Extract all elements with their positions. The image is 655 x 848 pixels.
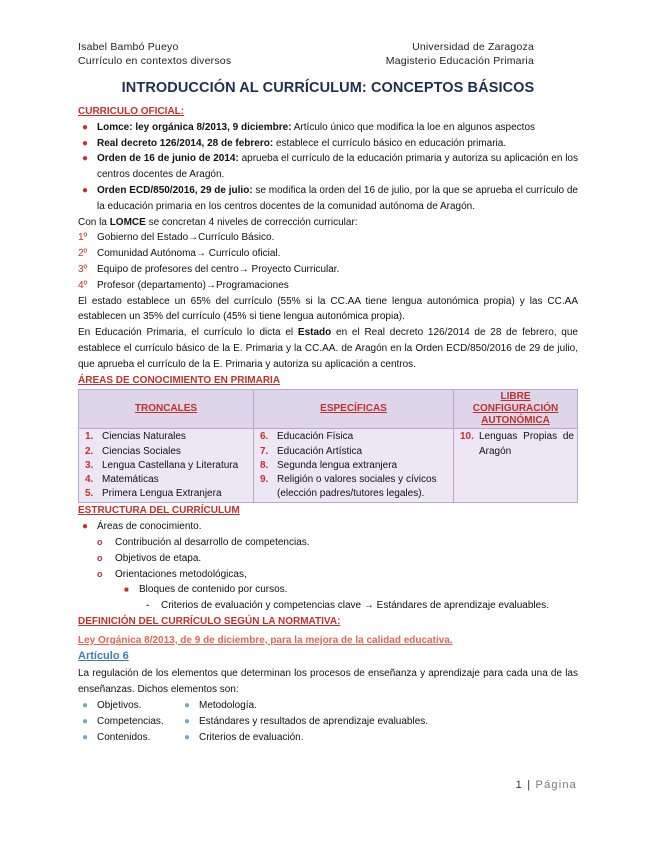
bullet-icon: ● [82, 699, 89, 711]
level-item: 1º Gobierno del Estado→Currículo Básico. [78, 232, 275, 244]
bullet-icon: ● [82, 521, 89, 533]
bullet-icon: ● [82, 153, 89, 165]
level-item: 4º Profesor (departamento)→Programaciones [78, 279, 289, 291]
list-item: ● Contenidos. [78, 730, 180, 746]
university-name: Universidad de Zaragoza [412, 41, 534, 53]
structure-level1: ● Áreas de conocimiento. [78, 519, 578, 535]
list-item: ● Criterios de evaluación. [180, 730, 578, 746]
document-body [78, 104, 578, 745]
column-header-libre: LIBRE CONFIGURACIÓN AUTONÓMICA [454, 390, 578, 429]
bullet-icon: ● [82, 715, 89, 727]
section-heading-definicion: DEFINICIÓN DEL CURRÍCULO SEGÚN LA NORMATIVA: [78, 615, 341, 627]
percentage-paragraph: El estado establece un 65% del currículo (55% si la CC.AA tiene lengua autonómica propia) y las CC.AA establecen un 35% del currículo (45% si tiene lengua autonómica propia). [78, 295, 578, 323]
table-item: 1. Ciencias Naturales [85, 431, 186, 443]
table-item: 2. Ciencias Sociales [85, 445, 181, 457]
bullet-icon: ● [184, 715, 191, 727]
page-number: 1 [515, 779, 523, 791]
law-reference-link: Ley Orgánica 8/2013, de 9 de diciembre, para la mejora de la calidad educativa. [78, 634, 453, 646]
table-item: 9. Religión o valores sociales y cívicos (elección padres/tutores legales). [260, 473, 437, 500]
section-heading-areas: ÁREAS DE CONOCIMIENTO EN PRIMARIA [78, 374, 281, 386]
level-item: 2º Comunidad Autónoma→ Currículo oficial. [78, 248, 281, 260]
table-item: 6. Educación Física [260, 431, 354, 443]
list-item: ● Metodología. [180, 698, 578, 714]
column-header-especificas: ESPECÍFICAS [254, 390, 454, 429]
regulation-paragraph: La regulación de los elementos que determinan los procesos de enseñanza y aprendizaje para cada una de las enseñanzas. Dichos elementos son: [78, 668, 578, 696]
structure-level2: o Objetivos de etapa. [78, 551, 578, 567]
list-item: ● Orden ECD/850/2016, 29 de julio: se modifica la orden del 16 de julio, por la que se aprueba el currículo de la educación primaria en los centros docentes de la comunidad autónoma de Aragón. [82, 184, 578, 212]
section-heading-estructura: ESTRUCTURA DEL CURRÍCULUM [78, 505, 240, 517]
structure-level4: - Criterios de evaluación y competencias clave → Estándares de aprendizaje evaluables. [78, 598, 578, 614]
primaria-paragraph: En Educación Primaria, el currículo lo dicta el Estado en el Real decreto 126/2014 de 28 de febrero, que establece el currículo básico de la E. Primaria y la CC.AA. de Aragón en la Orden ECD/850/2016 de 29 de julio, que aprueba el currículo de la E. Primaria y autoriza su aplicación a centros. [78, 327, 578, 370]
list-item: ● Competencias. [78, 714, 180, 730]
page-footer: 1 | Página [515, 779, 577, 791]
header-right [386, 40, 534, 68]
curriculo-list [78, 120, 578, 215]
list-item: ● Lomce: ley orgánica 8/2013, 9 diciembre: Artículo único que modifica la loe en algunos aspectos [78, 120, 578, 136]
bullet-icon: ● [184, 731, 191, 743]
square-bullet-icon: ■ [124, 585, 129, 595]
circle-bullet-icon: o [97, 568, 103, 579]
especificas-cell [254, 429, 454, 503]
elements-list [78, 698, 578, 745]
list-item: ● Objetivos. [78, 698, 180, 714]
author-name: Isabel Bambó Pueyo [78, 41, 179, 53]
section-heading-curriculo: CURRICULO OFICIAL: [78, 106, 185, 117]
structure-level2: o Orientaciones metodológicas, [78, 567, 578, 583]
table-item: 4. Matemáticas [85, 473, 159, 485]
header-left [78, 40, 231, 68]
page-label: Página [535, 779, 577, 791]
bullet-icon: ● [184, 699, 191, 711]
column-header-troncales: TRONCALES [79, 390, 254, 429]
circle-bullet-icon: o [97, 552, 103, 563]
bullet-icon: ● [82, 731, 89, 743]
page-title: INTRODUCCIÓN AL CURRÍCULUM: CONCEPTOS BÁSICOS [121, 80, 535, 96]
table-item: 8. Segunda lengua extranjera [260, 459, 398, 471]
table-item: 7. Educación Artística [260, 445, 363, 457]
dash-bullet-icon: - [146, 600, 150, 612]
circle-bullet-icon: o [97, 536, 103, 547]
troncales-cell [79, 429, 254, 503]
libre-cell [454, 429, 578, 503]
subject-name: Currículo en contextos diversos [78, 55, 232, 67]
bullet-icon: ● [82, 184, 89, 196]
areas-table [78, 389, 578, 503]
table-item: 5. Primera Lengua Extranjera [85, 488, 222, 500]
list-item: ● Estándares y resultados de aprendizaje evaluables. [180, 714, 578, 730]
degree-name: Magisterio Educación Primaria [385, 55, 534, 67]
article-heading: Artículo 6 [78, 649, 129, 662]
lomce-paragraph: Con la LOMCE se concretan 4 niveles de corrección curricular: [78, 216, 358, 228]
list-item: ● Orden de 16 de junio de 2014: aprueba el currículo de la educación primaria y autoriza su aplicación en los centros docentes de Aragón. [82, 153, 578, 181]
bullet-icon: ● [82, 121, 89, 133]
table-item: 10. Lenguas Propias de Aragón [460, 431, 574, 457]
bullet-icon: ● [82, 137, 89, 149]
structure-level2: o Contribución al desarrollo de competencias. [78, 535, 578, 551]
list-item: ● Real decreto 126/2014, 28 de febrero: establece el currículo básico en educación primaria. [78, 136, 578, 152]
structure-level3: ■ Bloques de contenido por cursos. [78, 582, 578, 598]
level-item: 3º Equipo de profesores del centro→ Proyecto Curricular. [78, 263, 340, 275]
table-item: 3. Lengua Castellana y Literatura [85, 459, 239, 471]
levels-list [78, 230, 578, 293]
